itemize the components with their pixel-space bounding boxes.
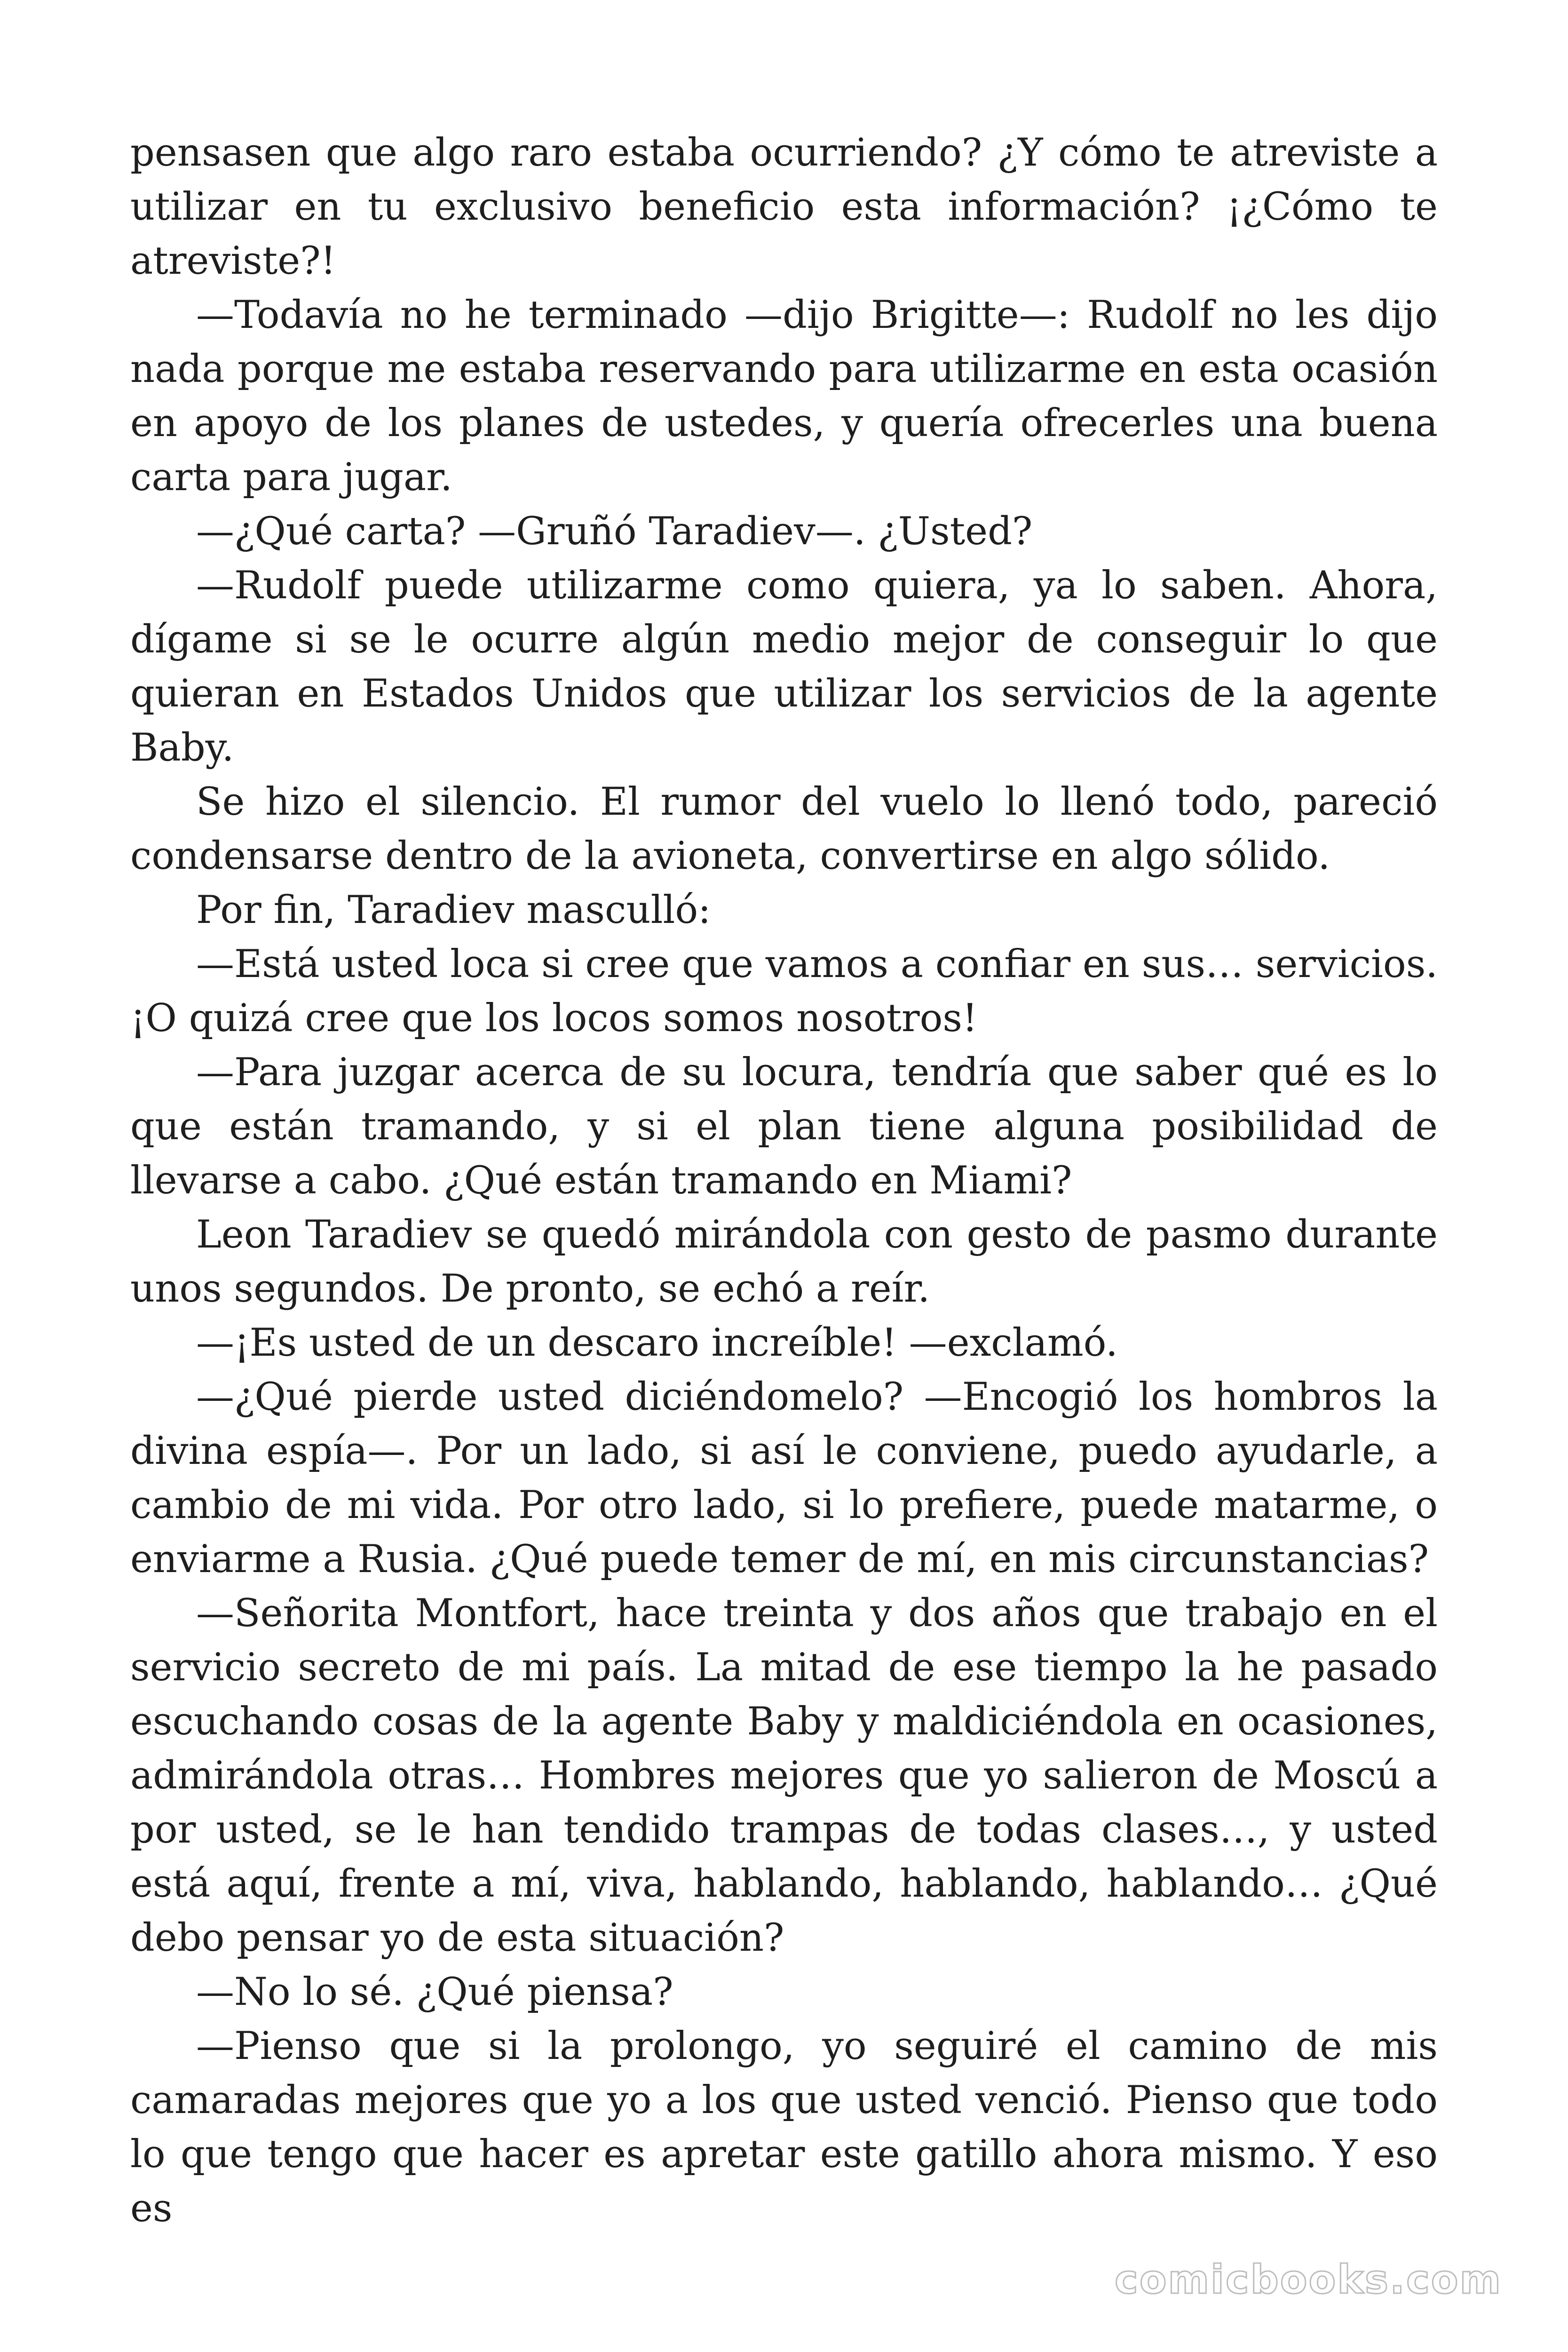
- paragraph: —Está usted loca si cree que vamos a confiar en sus… servicios. ¡O quizá cree que los locos somos nosotros!: [130, 942, 1438, 1041]
- paragraph: —Rudolf puede utilizarme como quiera, ya lo saben. Ahora, dígame si se le ocurre algún medio mejor de conseguir lo que quieran en Estados Unidos que utilizar los servicios de la agente Baby.: [130, 564, 1438, 770]
- paragraph: Por fin, Taradiev masculló:: [196, 888, 711, 932]
- page-body: [130, 126, 1438, 2236]
- paragraph: pensasen que algo raro estaba ocurriendo? ¿Y cómo te atreviste a utilizar en tu exclusivo beneficio esta información? ¡¿Cómo te atreviste?!: [130, 131, 1438, 283]
- paragraph: Se hizo el silencio. El rumor del vuelo lo llenó todo, pareció condensarse dentro de la avioneta, convertirse en algo sólido.: [130, 780, 1438, 878]
- paragraph: —¿Qué carta? —Gruñó Taradiev—. ¿Usted?: [196, 509, 1033, 554]
- paragraph: —¿Qué pierde usted diciéndomelo? —Encogió los hombros la divina espía—. Por un lado, si así le conviene, puedo ayudarle, a cambio de mi vida. Por otro lado, si lo prefiere, puede matarme, o enviarme a Rusia. ¿Qué puede temer de mí, en mis circunstancias?: [130, 1375, 1438, 1581]
- paragraph: —Para juzgar acerca de su locura, tendría que saber qué es lo que están tramando, y si el plan tiene alguna posibilidad de llevarse a cabo. ¿Qué están tramando en Miami?: [130, 1050, 1438, 1203]
- paragraph: —Señorita Montfort, hace treinta y dos años que trabajo en el servicio secreto de mi país. La mitad de ese tiempo la he pasado escuchando cosas de la agente Baby y maldiciéndola en ocasiones, admirándola otras… Hombres mejores que yo salieron de Moscú a por usted, se le han tendido trampas de todas clases…, y usted está aquí, frente a mí, viva, hablando, hablando, hablando… ¿Qué debo pensar yo de esta situación?: [130, 1591, 1438, 1960]
- paragraph: —¡Es usted de un descaro increíble! —exclamó.: [196, 1321, 1118, 1365]
- paragraph: —Pienso que si la prolongo, yo seguiré el camino de mis camaradas mejores que yo a los que usted venció. Pienso que todo lo que tengo que hacer es apretar este gatillo ahora mismo. Y eso es: [130, 2024, 1438, 2231]
- paragraph: Leon Taradiev se quedó mirándola con gesto de pasmo durante unos segundos. De pronto, se echó a reír.: [130, 1213, 1438, 1311]
- paragraph: —Todavía no he terminado —dijo Brigitte—: Rudolf no les dijo nada porque me estaba reservando para utilizarme en esta ocasión en apoyo de los planes de ustedes, y quería ofrecerles una buena carta para jugar.: [130, 293, 1438, 500]
- watermark: comicbooks.com: [1115, 2257, 1502, 2303]
- paragraph: —No lo sé. ¿Qué piensa?: [196, 1970, 673, 2014]
